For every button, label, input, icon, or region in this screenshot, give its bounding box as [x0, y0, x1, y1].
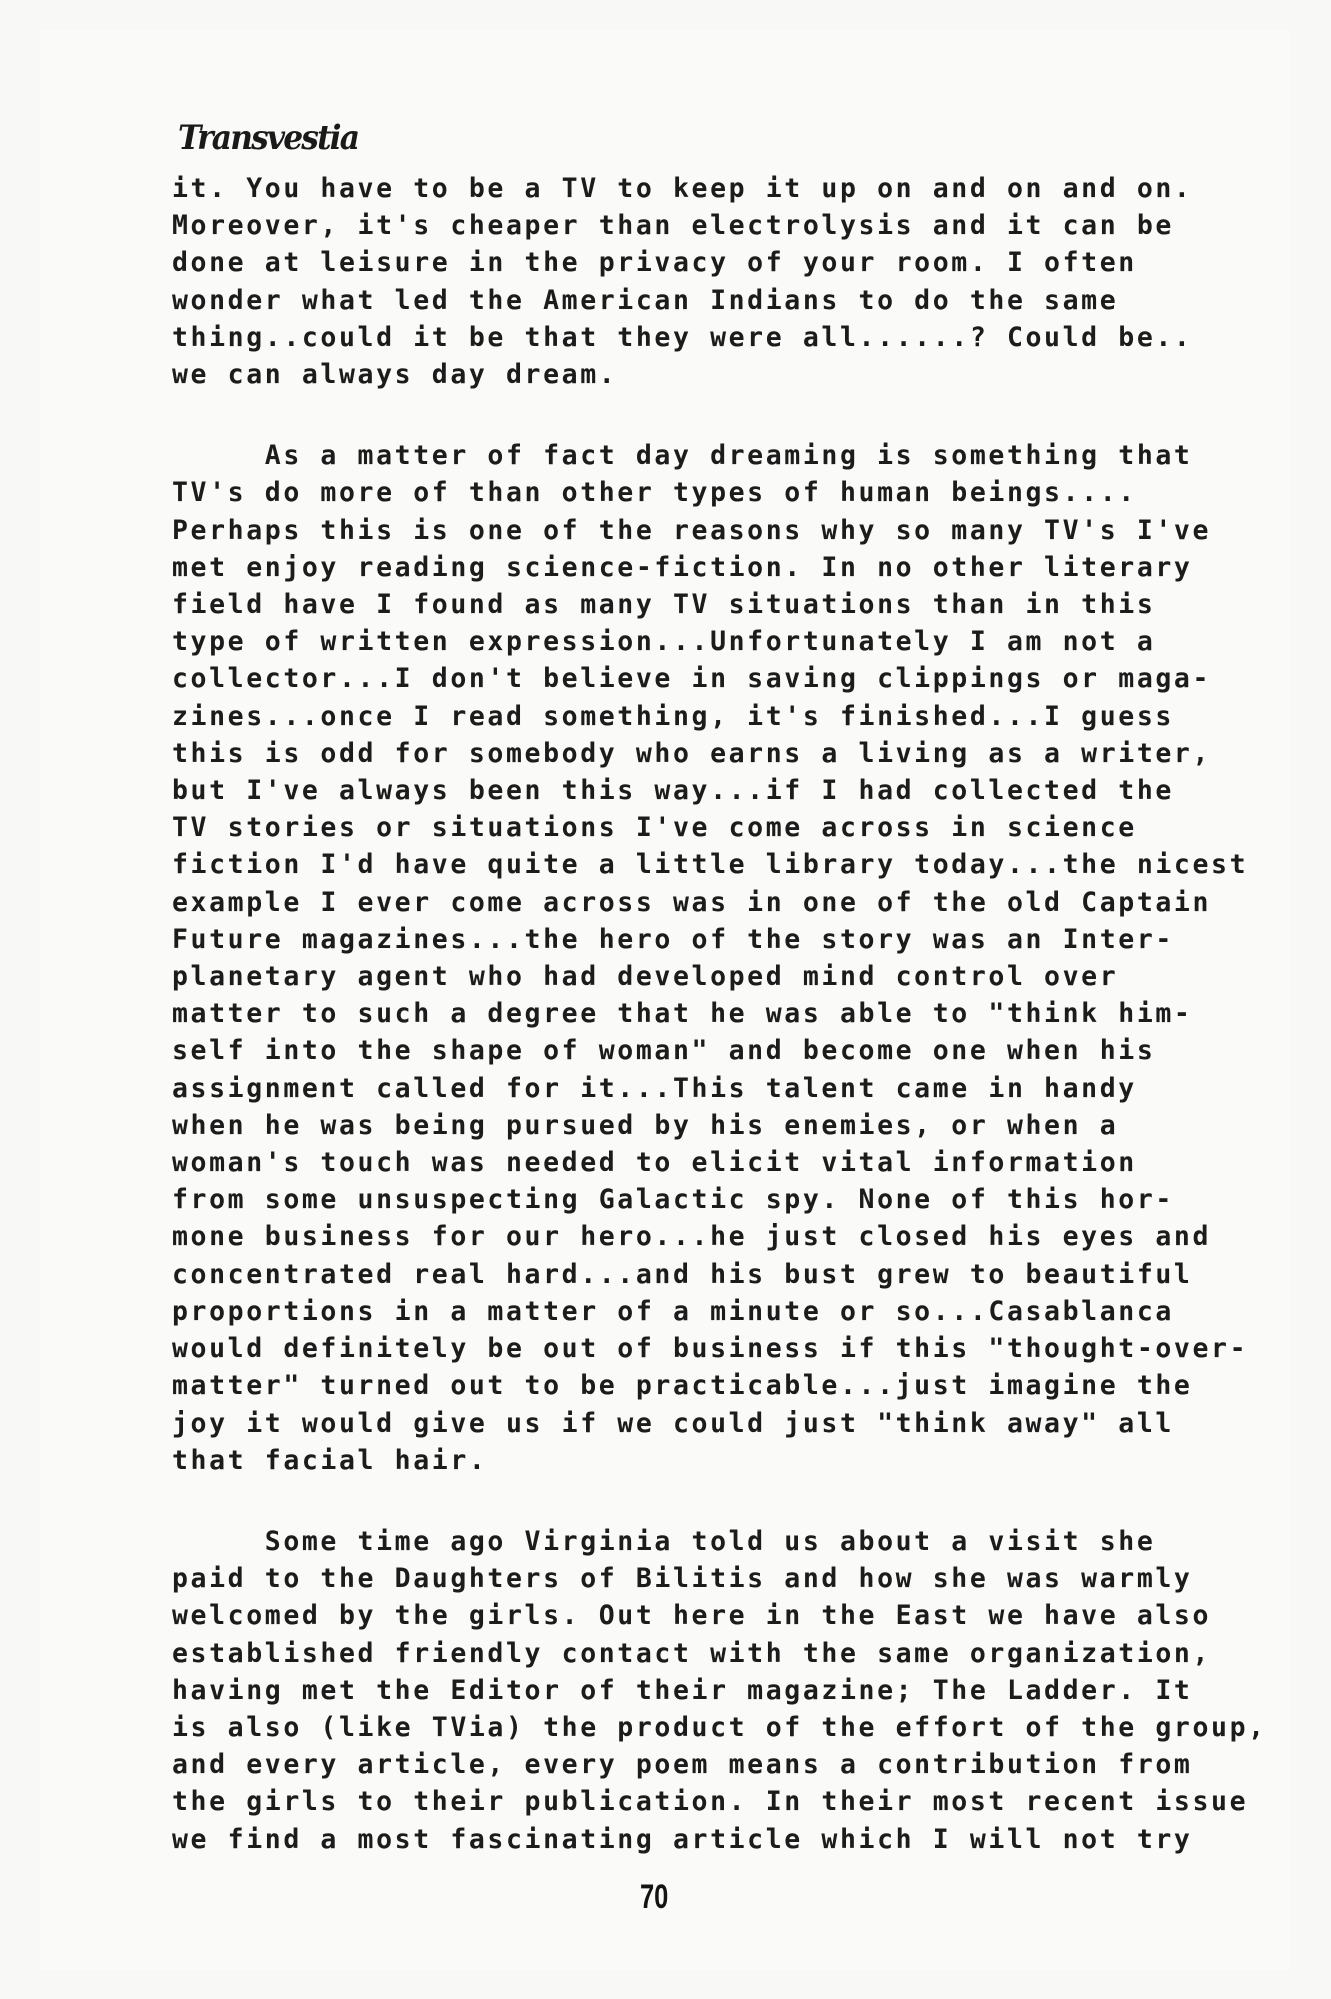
text-line: planetary agent who had developed mind control over: [172, 961, 1119, 993]
text-line: TV stories or situations I've come across in science: [172, 812, 1137, 844]
text-line: Moreover, it's cheaper than electrolysis and it can be: [172, 210, 1174, 242]
text-line: type of written expression...Unfortunately I am not a: [172, 626, 1156, 658]
text-line: met enjoy reading science-fiction. In no other literary: [172, 551, 1193, 583]
text-line: that facial hair.: [172, 1444, 488, 1476]
text-line: from some unsuspecting Galactic spy. None of this hor-: [172, 1184, 1174, 1216]
text-line: fiction I'd have quite a little library today...the nicest: [172, 849, 1249, 881]
text-line: welcomed by the girls. Out here in the East we have also: [172, 1600, 1212, 1632]
text-line: done at leisure in the privacy of your room. I often: [172, 247, 1137, 279]
text-line: concentrated real hard...and his bust grew to beautiful: [172, 1258, 1193, 1290]
text-line: we find a most fascinating article which I will not try: [172, 1823, 1193, 1855]
text-line: mone business for our hero...he just closed his eyes and: [172, 1221, 1212, 1253]
text-line: but I've always been this way...if I had collected the: [172, 775, 1174, 807]
text-line: collector...I don't believe in saving clippings or maga-: [172, 663, 1212, 695]
text-line: example I ever come across was in one of the old Captain: [172, 886, 1212, 918]
text-line: Future magazines...the hero of the story was an Inter-: [172, 923, 1174, 955]
text-line: TV's do more of than other types of human beings....: [172, 477, 1137, 509]
text-line: and every article, every poem means a contribution from: [172, 1749, 1193, 1781]
text-line: As a matter of fact day dreaming is something that: [172, 440, 1193, 472]
text-line: is also (like TVia) the product of the effort of the group,: [172, 1711, 1267, 1743]
text-line: established friendly contact with the same organization,: [172, 1637, 1212, 1669]
text-line: we can always day dream.: [172, 359, 618, 391]
text-line: woman's touch was needed to elicit vital information: [172, 1147, 1137, 1179]
paragraph-2: [172, 437, 1262, 1479]
text-line: when he was being pursued by his enemies, or when a: [172, 1109, 1119, 1141]
article-body: [172, 170, 1267, 1858]
text-line: matter" turned out to be practicable...just imagine the: [172, 1370, 1193, 1402]
page-number: 70: [640, 1878, 669, 1916]
paragraph-gap: [172, 393, 1262, 437]
text-line: matter to such a degree that he was able to "think him-: [172, 998, 1193, 1030]
text-line: it. You have to be a TV to keep it up on and on and on.: [172, 173, 1193, 204]
text-line: thing..could it be that they were all......? Could be..: [172, 321, 1193, 353]
text-line: this is odd for somebody who earns a living as a writer,: [172, 737, 1212, 769]
text-line: having met the Editor of their magazine; The Ladder. It: [172, 1674, 1193, 1706]
text-line: proportions in a matter of a minute or so...Casablanca: [172, 1295, 1174, 1327]
text-line: assignment called for it...This talent came in handy: [172, 1072, 1137, 1104]
text-line: would definitely be out of business if this "thought-over-: [172, 1333, 1249, 1365]
paragraph-gap: [172, 1479, 1262, 1523]
text-line: wonder what led the American Indians to do the same: [172, 284, 1119, 316]
text-line: joy it would give us if we could just "think away" all: [172, 1407, 1174, 1439]
text-line: the girls to their publication. In their most recent issue: [172, 1786, 1249, 1818]
text-line: field have I found as many TV situations than in this: [172, 589, 1156, 621]
text-line: Some time ago Virginia told us about a visit she: [172, 1525, 1156, 1557]
text-line: Perhaps this is one of the reasons why so many TV's I've: [172, 514, 1212, 546]
masthead-logo: Transvestia: [178, 118, 359, 158]
paragraph-3: [172, 1523, 1267, 1858]
text-line: zines...once I read something, it's finished...I guess: [172, 700, 1174, 732]
text-line: self into the shape of woman" and become one when his: [172, 1035, 1156, 1067]
paragraph-1: [172, 170, 1262, 393]
text-line: paid to the Daughters of Bilitis and how she was warmly: [172, 1563, 1193, 1595]
